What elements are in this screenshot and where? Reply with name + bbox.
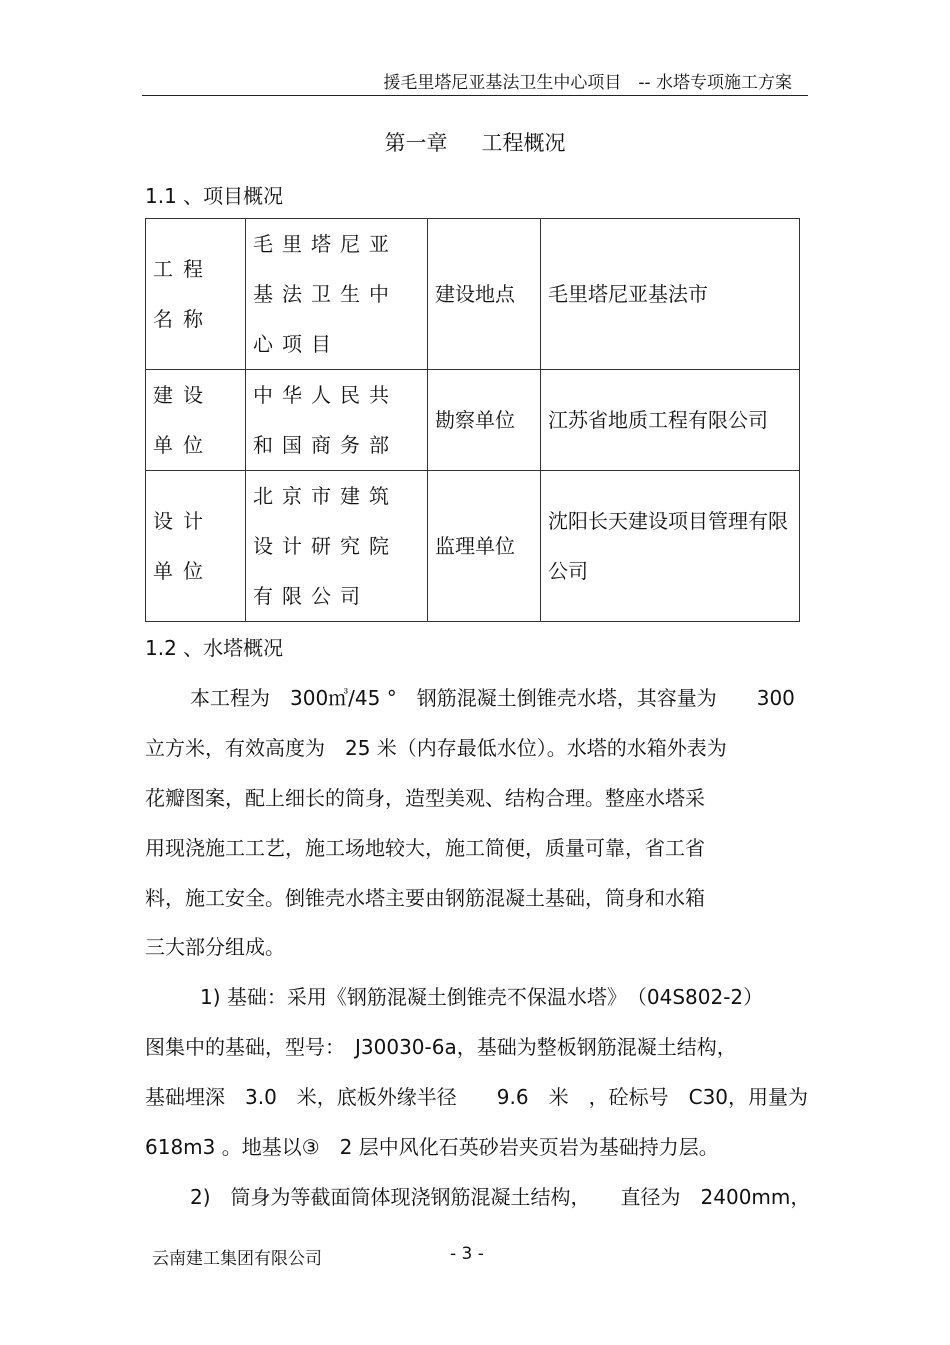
section-heading-1-1: 1.1 、项目概况 bbox=[145, 184, 284, 208]
table-cell: 工程名称 bbox=[146, 219, 246, 370]
table-row bbox=[146, 370, 800, 471]
table-cell: 设计单位 bbox=[146, 471, 246, 622]
table-cell: 建设单位 bbox=[146, 370, 246, 471]
header-rule bbox=[142, 95, 808, 96]
table-cell: 建设地点 bbox=[428, 219, 541, 370]
paragraph-line: 用现浇施工工艺，施工场地较大，施工简便，质量可靠，省工省 bbox=[145, 836, 705, 860]
chapter-heading bbox=[0, 127, 950, 157]
table-cell: 监理单位 bbox=[428, 471, 541, 622]
footer-company: 云南建工集团有限公司 bbox=[152, 1249, 322, 1269]
paragraph-line: 图集中的基础，型号： J30030-6a，基础为整板钢筋混凝土结构， bbox=[145, 1035, 737, 1059]
table-row bbox=[146, 471, 800, 622]
table-cell: 沈阳长天建设项目管理有限公司 bbox=[541, 471, 800, 622]
paragraph-line: 料，施工安全。倒锥壳水塔主要由钢筋混凝土基础，筒身和水箱 bbox=[145, 886, 705, 910]
table-cell: 北京市建筑设计研究院有限公司 bbox=[246, 471, 428, 622]
section-heading-1-2: 1.2 、水塔概况 bbox=[145, 636, 284, 660]
chapter-number: 第一章 bbox=[384, 131, 448, 155]
paragraph-line: 2) 筒身为等截面筒体现浇钢筋混凝土结构， 直径为 2400mm， bbox=[190, 1185, 811, 1209]
footer-page-number: - 3 - bbox=[450, 1244, 484, 1264]
table-cell: 中华人民共和国商务部 bbox=[246, 370, 428, 471]
paragraph-line: 三大部分组成。 bbox=[145, 935, 285, 959]
project-info-table bbox=[145, 218, 800, 622]
table-cell: 毛里塔尼亚基法卫生中心项目 bbox=[246, 219, 428, 370]
paragraph-line: 本工程为 300㎥/45 ° 钢筋混凝土倒锥壳水塔，其容量为 300 bbox=[190, 686, 795, 710]
paragraph-line: 花瓣图案，配上细长的筒身，造型美观、结构合理。整座水塔采 bbox=[145, 786, 705, 810]
table-cell: 毛里塔尼亚基法市 bbox=[541, 219, 800, 370]
page-header-title: 援毛里塔尼亚基法卫生中心项目 -- 水塔专项施工方案 bbox=[383, 73, 792, 93]
table-row bbox=[146, 219, 800, 370]
chapter-title: 工程概况 bbox=[481, 131, 566, 155]
paragraph-line: 1) 基础：采用《钢筋混凝土倒锥壳不保温水塔》 （04S802-2） bbox=[200, 985, 764, 1009]
paragraph-line: 立方米，有效高度为 25 米（内存最低水位）。水塔的水箱外表为 bbox=[145, 736, 727, 760]
paragraph-line: 618m3 。地基以③ 2 层中风化石英砂岩夹页岩为基础持力层。 bbox=[145, 1135, 719, 1159]
paragraph-line: 基础埋深 3.0 米，底板外缘半径 9.6 米 ，砼标号 C30，用量为 bbox=[145, 1085, 809, 1109]
table-cell: 江苏省地质工程有限公司 bbox=[541, 370, 800, 471]
table-cell: 勘察单位 bbox=[428, 370, 541, 471]
